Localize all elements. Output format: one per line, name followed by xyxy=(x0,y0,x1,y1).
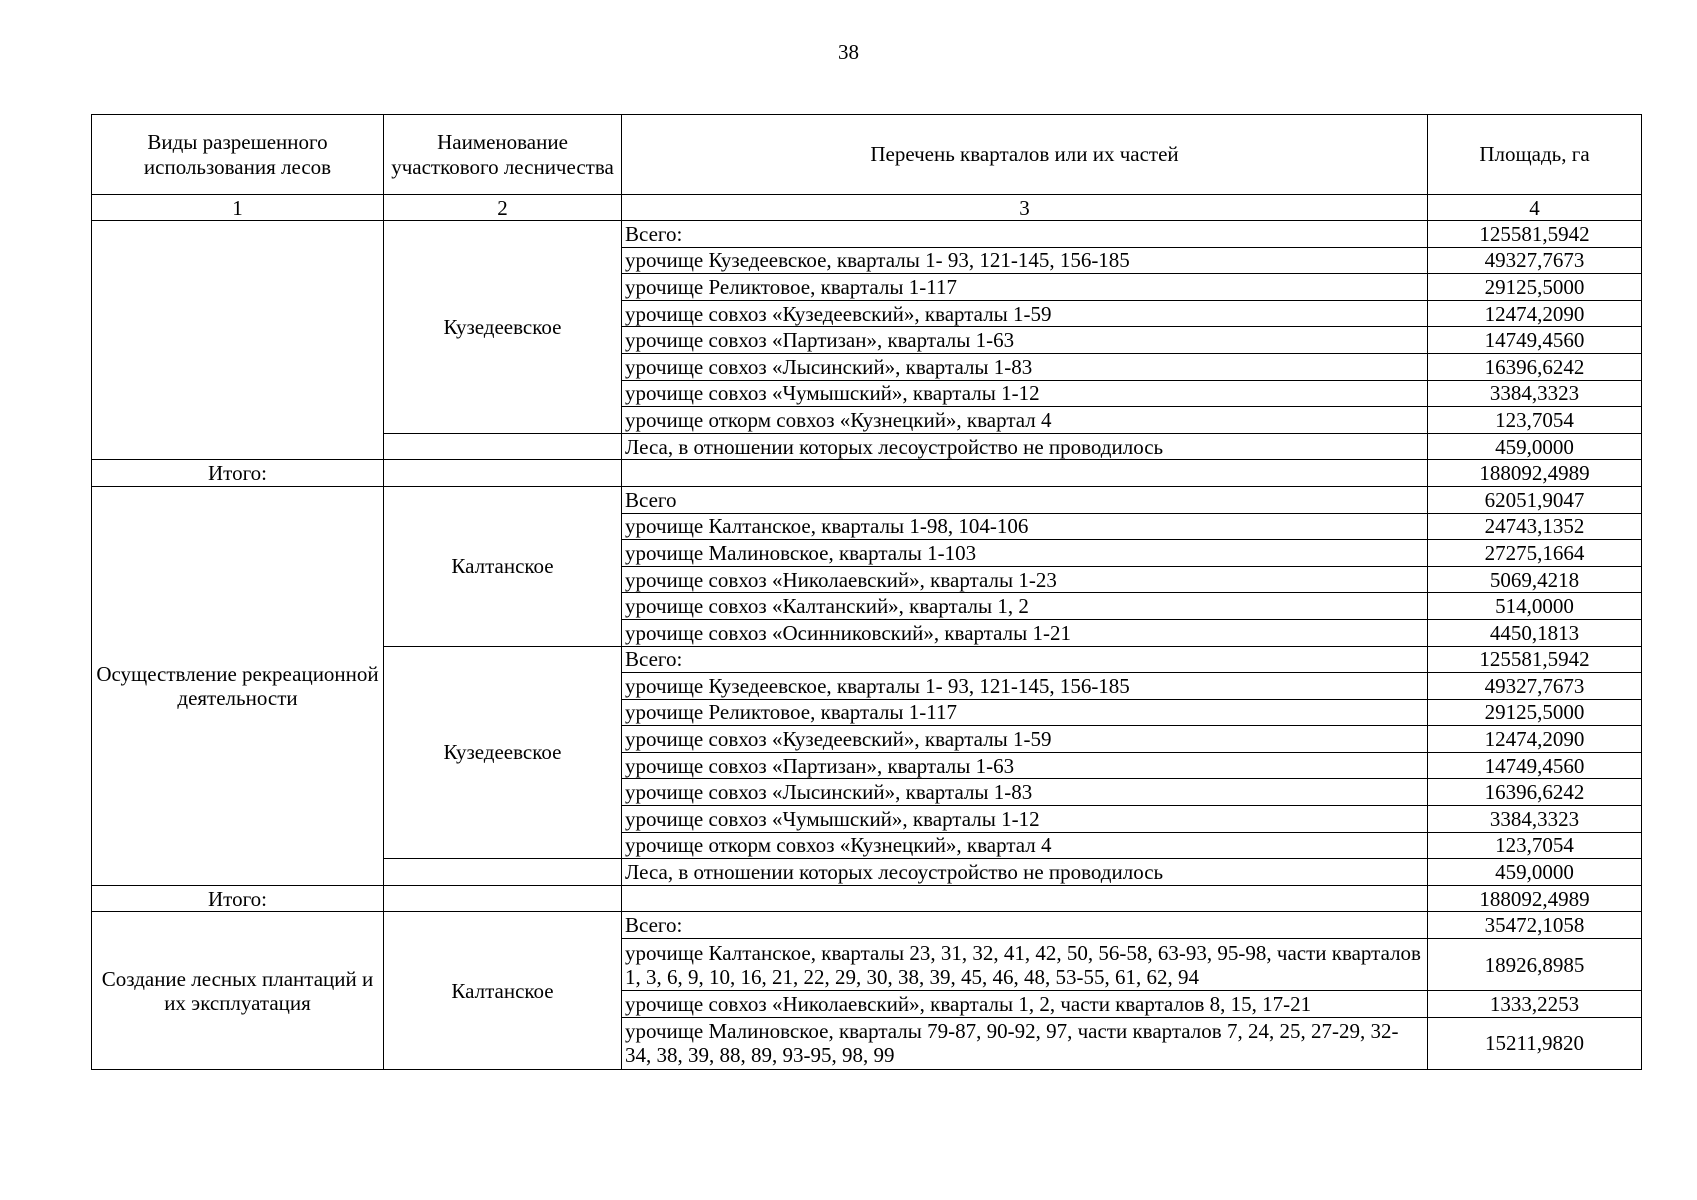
area-cell: 123,7054 xyxy=(1428,407,1642,434)
area-cell: 514,0000 xyxy=(1428,593,1642,620)
area-cell: 12474,2090 xyxy=(1428,300,1642,327)
quarters-cell: урочище совхоз «Николаевский», кварталы 1-23 xyxy=(622,566,1428,593)
empty-cell xyxy=(384,859,622,886)
quarters-cell: урочище совхоз «Калтанский», кварталы 1, 2 xyxy=(622,593,1428,620)
header-quarters: Перечень кварталов или их частей xyxy=(622,115,1428,195)
empty-cell xyxy=(384,460,622,487)
table-row xyxy=(92,912,1642,939)
area-cell: 24743,1352 xyxy=(1428,513,1642,540)
area-cell: 62051,9047 xyxy=(1428,486,1642,513)
area-cell: 12474,2090 xyxy=(1428,726,1642,753)
column-number: 1 xyxy=(92,195,384,221)
quarters-cell: урочище Реликтовое, кварталы 1-117 xyxy=(622,699,1428,726)
area-cell: 3384,3323 xyxy=(1428,806,1642,833)
quarters-cell: урочище совхоз «Осинниковский», кварталы 1-21 xyxy=(622,619,1428,646)
quarters-cell: урочище откорм совхоз «Кузнецкий», квартал 4 xyxy=(622,407,1428,434)
area-cell: 35472,1058 xyxy=(1428,912,1642,939)
total-label: Итого: xyxy=(92,460,384,487)
use-type-cell: Осуществление рекреационной деятельности xyxy=(92,486,384,885)
area-cell: 16396,6242 xyxy=(1428,779,1642,806)
quarters-cell: урочище совхоз «Кузедеевский», кварталы 1-59 xyxy=(622,300,1428,327)
area-cell: 1333,2253 xyxy=(1428,991,1642,1018)
area-cell: 18926,8985 xyxy=(1428,939,1642,991)
column-number: 3 xyxy=(622,195,1428,221)
area-cell: 3384,3323 xyxy=(1428,380,1642,407)
total-area: 188092,4989 xyxy=(1428,460,1642,487)
area-cell: 29125,5000 xyxy=(1428,274,1642,301)
quarters-cell: Всего xyxy=(622,486,1428,513)
area-cell: 14749,4560 xyxy=(1428,752,1642,779)
header-forestry: Наименование участкового лесничества xyxy=(384,115,622,195)
area-cell: 459,0000 xyxy=(1428,433,1642,460)
area-cell: 49327,7673 xyxy=(1428,247,1642,274)
empty-cell xyxy=(622,460,1428,487)
area-cell: 15211,9820 xyxy=(1428,1017,1642,1069)
empty-cell xyxy=(622,885,1428,912)
forestry-name-cell: Кузедеевское xyxy=(384,221,622,434)
quarters-cell: урочище совхоз «Николаевский», кварталы 1, 2, части кварталов 8, 15, 17-21 xyxy=(622,991,1428,1018)
area-cell: 125581,5942 xyxy=(1428,221,1642,248)
total-row xyxy=(92,460,1642,487)
area-cell: 5069,4218 xyxy=(1428,566,1642,593)
quarters-cell: урочище Малиновское, кварталы 79-87, 90-92, 97, части кварталов 7, 24, 25, 27-29, 32-34, 38, 39, 88, 89, 93-95, 98, 99 xyxy=(622,1017,1428,1069)
quarters-cell: Всего: xyxy=(622,646,1428,673)
area-cell: 123,7054 xyxy=(1428,832,1642,859)
area-cell: 14749,4560 xyxy=(1428,327,1642,354)
empty-cell xyxy=(384,885,622,912)
quarters-cell: урочище Калтанское, кварталы 23, 31, 32, 41, 42, 50, 56-58, 63-93, 95-98, части кварталов 1, 3, 6, 9, 10, 16, 21, 22, 29, 30, 38, 39, 45, 46, 48, 53-55, 61, 62, 94 xyxy=(622,939,1428,991)
forest-use-table xyxy=(91,114,1642,1070)
total-area: 188092,4989 xyxy=(1428,885,1642,912)
quarters-cell: Всего: xyxy=(622,221,1428,248)
quarters-cell: урочище откорм совхоз «Кузнецкий», квартал 4 xyxy=(622,832,1428,859)
column-number-row xyxy=(92,195,1642,221)
quarters-cell: Всего: xyxy=(622,912,1428,939)
quarters-cell: урочище Реликтовое, кварталы 1-117 xyxy=(622,274,1428,301)
quarters-cell: урочище совхоз «Партизан», кварталы 1-63 xyxy=(622,752,1428,779)
total-label: Итого: xyxy=(92,885,384,912)
forestry-name-cell: Кузедеевское xyxy=(384,646,622,859)
header-use-type: Виды разрешенного использования лесов xyxy=(92,115,384,195)
area-cell: 4450,1813 xyxy=(1428,619,1642,646)
area-cell: 125581,5942 xyxy=(1428,646,1642,673)
forestry-name-cell: Калтанское xyxy=(384,486,622,646)
quarters-cell: Леса, в отношении которых лесоустройство не проводилось xyxy=(622,859,1428,886)
quarters-cell: урочище Малиновское, кварталы 1-103 xyxy=(622,540,1428,567)
area-cell: 459,0000 xyxy=(1428,859,1642,886)
table-header-row xyxy=(92,115,1642,195)
table-row xyxy=(92,486,1642,513)
forestry-name-cell: Калтанское xyxy=(384,912,622,1069)
column-number: 4 xyxy=(1428,195,1642,221)
quarters-cell: урочище совхоз «Чумышский», кварталы 1-12 xyxy=(622,806,1428,833)
quarters-cell: урочище совхоз «Партизан», кварталы 1-63 xyxy=(622,327,1428,354)
quarters-cell: урочище совхоз «Кузедеевский», кварталы 1-59 xyxy=(622,726,1428,753)
area-cell: 16396,6242 xyxy=(1428,353,1642,380)
quarters-cell: урочище Кузедеевское, кварталы 1- 93, 121-145, 156-185 xyxy=(622,247,1428,274)
quarters-cell: урочище Калтанское, кварталы 1-98, 104-106 xyxy=(622,513,1428,540)
table-row xyxy=(92,221,1642,248)
area-cell: 27275,1664 xyxy=(1428,540,1642,567)
area-cell: 29125,5000 xyxy=(1428,699,1642,726)
quarters-cell: урочище совхоз «Чумышский», кварталы 1-12 xyxy=(622,380,1428,407)
use-type-cell: Создание лесных плантаций и их эксплуатация xyxy=(92,912,384,1069)
quarters-cell: урочище совхоз «Лысинский», кварталы 1-83 xyxy=(622,353,1428,380)
column-number: 2 xyxy=(384,195,622,221)
quarters-cell: урочище Кузедеевское, кварталы 1- 93, 121-145, 156-185 xyxy=(622,673,1428,700)
quarters-cell: Леса, в отношении которых лесоустройство не проводилось xyxy=(622,433,1428,460)
header-area: Площадь, га xyxy=(1428,115,1642,195)
area-cell: 49327,7673 xyxy=(1428,673,1642,700)
quarters-cell: урочище совхоз «Лысинский», кварталы 1-83 xyxy=(622,779,1428,806)
empty-cell xyxy=(384,433,622,460)
total-row xyxy=(92,885,1642,912)
page-number: 38 xyxy=(838,40,859,64)
use-type-cell xyxy=(92,221,384,460)
